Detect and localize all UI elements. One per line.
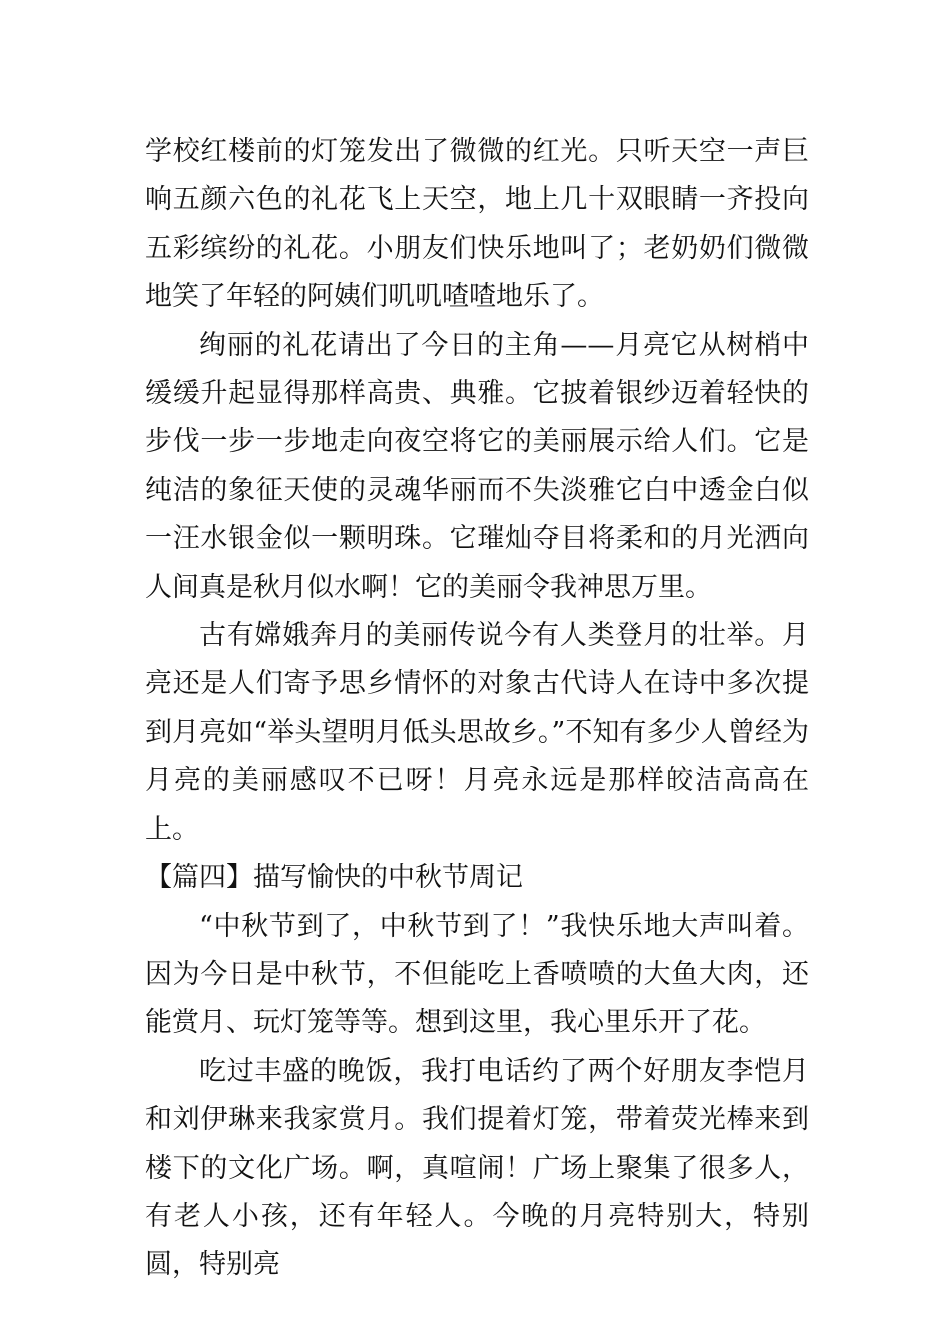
paragraph-1: 学校红楼前的灯笼发出了微微的红光。只听天空一声巨响五颜六色的礼花飞上天空，地上几十双眼睛一齐投向五彩缤纷的礼花。小朋友们快乐地叫了；老奶奶们微微地笑了年轻的阿姨们叽叽喳喳地乐了。 xyxy=(145,136,809,313)
paragraph-2: 绚丽的礼花请出了今日的主角——月亮它从树梢中缓缓升起显得那样高贵、典雅。它披着银纱迈着轻快的步伐一步一步地走向夜空将它的美丽展示给人们。它是纯洁的象征天使的灵魂华丽而不失淡雅它白中透金白似一汪水银金似一颗明珠。它璀灿夺目将柔和的月光洒向人间真是秋月似水啊！它的美丽令我神思万里。 xyxy=(145,329,809,603)
section-heading: 【篇四】描写愉快的中秋节周记 xyxy=(145,862,523,894)
section-paragraph-1: “中秋节到了，中秋节到了！”我快乐地大声叫着。因为今日是中秋节，不但能吃上香喷喷的大鱼大肉，还能赏月、玩灯笼等等。想到这里，我心里乐开了花。 xyxy=(145,910,809,1039)
paragraph-3: 古有嫦娥奔月的美丽传说今有人类登月的壮举。月亮还是人们寄予思乡情怀的对象古代诗人在诗中多次提到月亮如“举头望明月低头思故乡。”不知有多少人曾经为月亮的美丽感叹不已呀！月亮永远是那样皎洁高高在上。 xyxy=(145,620,809,845)
section-paragraph-2: 吃过丰盛的晚饭，我打电话约了两个好朋友李恺月和刘伊琳来我家赏月。我们提着灯笼，带着荧光棒来到楼下的文化广场。啊，真喧闹！广场上聚集了很多人，有老人小孩，还有年轻人。今晚的月亮特别大，特别圆，特别亮 xyxy=(145,1055,809,1281)
document-body xyxy=(145,128,809,1290)
